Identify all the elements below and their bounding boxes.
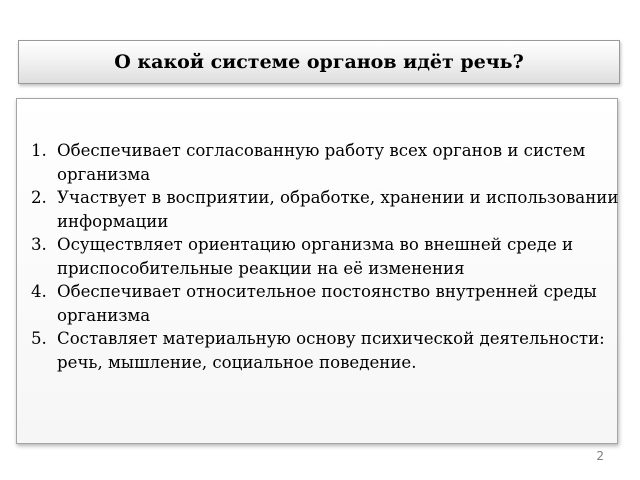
content-area — [31, 139, 621, 374]
list-item-text: Составляет материальную основу психической деятельности: речь, мышление, социальное поведение. — [57, 329, 605, 372]
list-item-number: 3. — [31, 235, 47, 254]
numbered-list — [31, 139, 621, 374]
list-item — [31, 139, 621, 186]
list-item-number: 4. — [31, 282, 47, 301]
list-item-text: Осуществляет ориентацию организма во внешней среде и приспособительные реакции на её изменения — [57, 235, 574, 278]
list-item-number: 1. — [31, 141, 47, 160]
list-item — [31, 280, 621, 327]
list-item — [31, 186, 621, 233]
content-box — [16, 98, 618, 444]
list-item — [31, 327, 621, 374]
list-item-number: 5. — [31, 329, 47, 348]
list-item-text: Участвует в восприятии, обработке, хранении и использовании информации — [57, 188, 619, 231]
slide-title: О какой системе органов идёт речь? — [114, 51, 524, 73]
list-item — [31, 233, 621, 280]
list-item-text: Обеспечивает относительное постоянство внутренней среды организма — [57, 282, 597, 325]
list-item-text: Обеспечивает согласованную работу всех органов и систем организма — [57, 141, 586, 184]
title-banner — [18, 40, 620, 84]
page-number: 2 — [596, 449, 604, 463]
list-item-number: 2. — [31, 188, 47, 207]
